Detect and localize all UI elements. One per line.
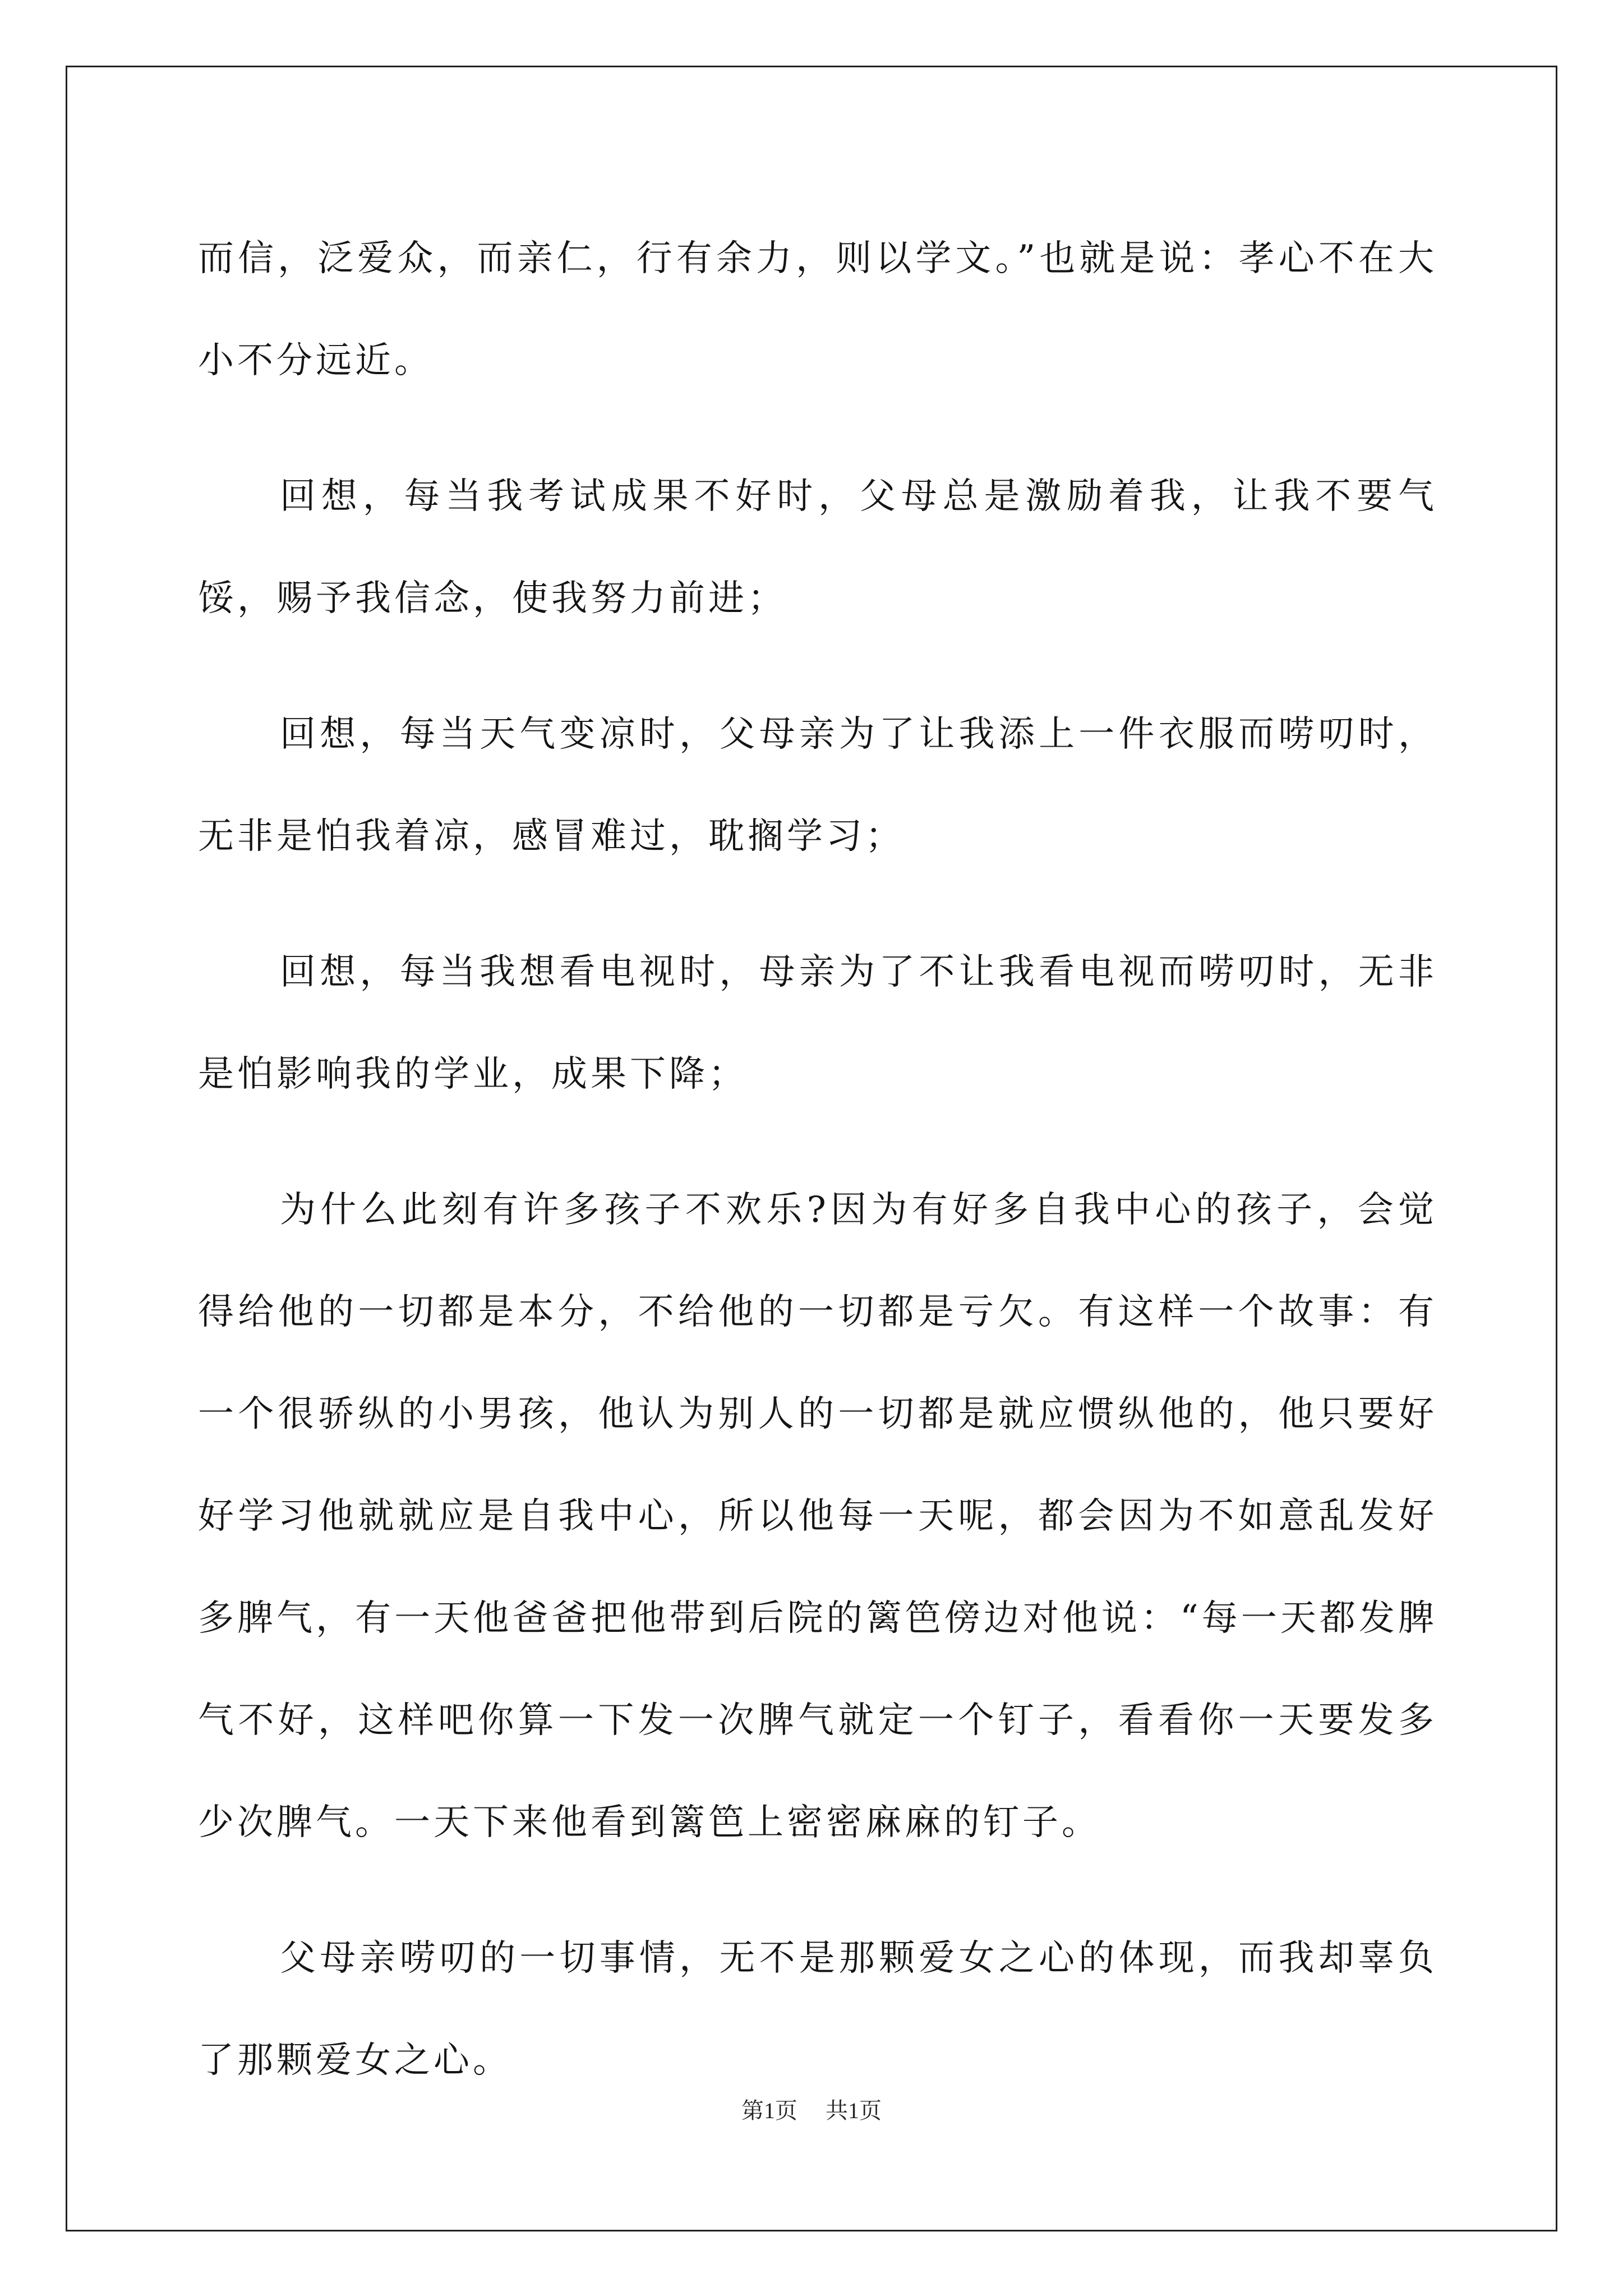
paragraph: 回想，每当天气变凉时，父母亲为了让我添上一件衣服而唠叨时，无非是怕我着凉，感冒难过，耽搁学习； (198, 714, 1437, 857)
page-number: 第1页 (741, 2098, 797, 2123)
paragraph: 父母亲唠叨的一切事情，无不是那颗爱女之心的体现，而我却辜负了那颗爱女之心。 (198, 1938, 1437, 2081)
page-footer (0, 2095, 1623, 2127)
document-body (198, 208, 1437, 2145)
paragraph: 而信，泛爱众，而亲仁，行有余力，则以学文。”也就是说：孝心不在大小不分远近。 (198, 238, 1437, 381)
paragraph: 回想，每当我想看电视时，母亲为了不让我看电视而唠叨时，无非是怕影响我的学业，成果下降； (198, 951, 1437, 1095)
page-total: 共1页 (826, 2098, 882, 2123)
paragraph: 为什么此刻有许多孩子不欢乐?因为有好多自我中心的孩子，会觉得给他的一切都是本分，不给他的一切都是亏欠。有这样一个故事：有一个很骄纵的小男孩，他认为别人的一切都是就应惯纵他的，他只要好好学习他就就应是自我中心，所以他每一天呢，都会因为不如意乱发好多脾气，有一天他爸爸把他带到后院的篱笆傍边对他说：“每一天都发脾气不好，这样吧你算一下发一次脾气就定一个钉子，看看你一天要发多少次脾气。一天下来他看到篱笆上密密麻麻的钉子。 (198, 1189, 1437, 1843)
paragraph: 回想，每当我考试成果不好时，父母总是激励着我，让我不要气馁，赐予我信念，使我努力前进； (198, 476, 1437, 619)
